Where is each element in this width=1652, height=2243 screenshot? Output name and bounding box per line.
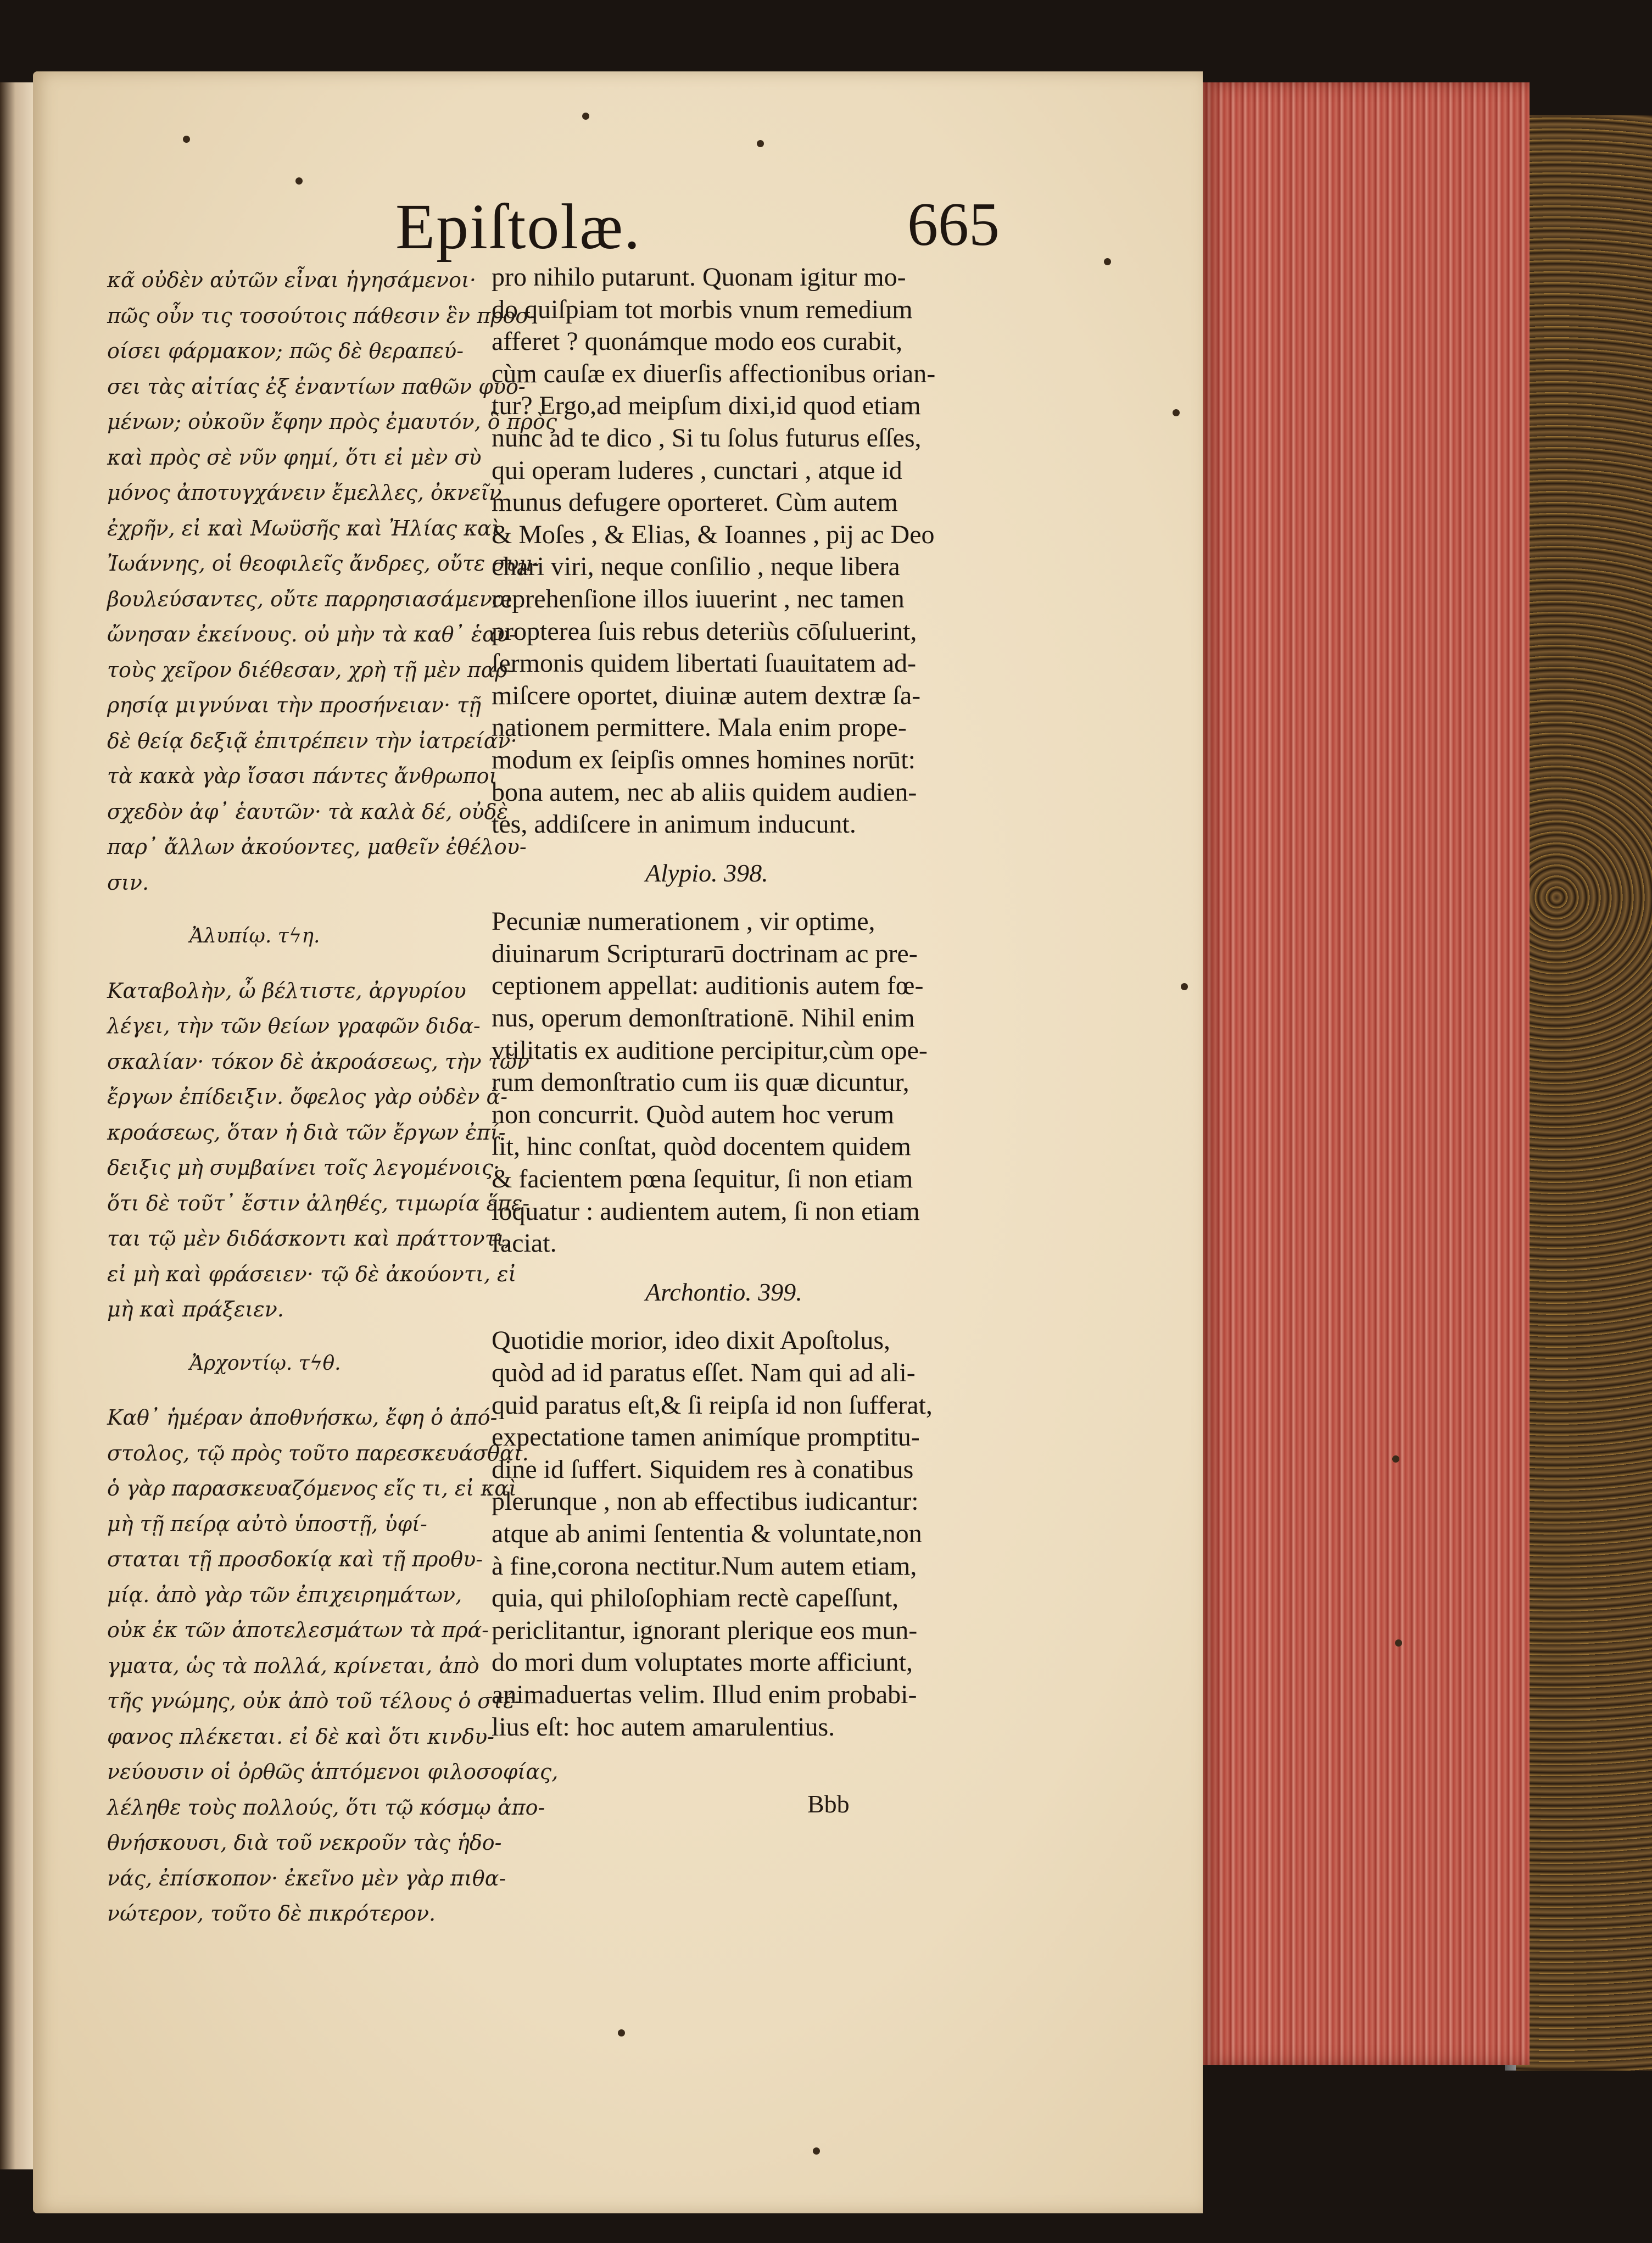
text-line: μένων; οὐκοῦν ἔφην πρὸς ἐμαυτόν, ὃ πρὸς: [107, 410, 557, 434]
text-line: ται τῷ μὲν διδάσκοντι καὶ πράττοντι,: [107, 1226, 511, 1251]
page-number: 665: [907, 191, 1000, 259]
text-line: Καθ᾽ ἡμέραν ἀποθνήσκω, ἔφη ὁ ἀπό-: [107, 1405, 498, 1430]
text-line: non concurrit. Quòd autem hoc verum: [492, 1100, 895, 1129]
text-line: καὶ πρὸς σὲ νῦν φημί, ὅτι εἰ μὲν σὺ: [107, 445, 482, 470]
text-line: ſermonis quidem libertati ſuauitatem ad-: [492, 649, 917, 678]
text-line: μόνος ἀποτυγχάνειν ἔμελλες, ὀκνεῖν: [107, 481, 502, 505]
text-line: bona autem, nec ab aliis quidem audien-: [492, 777, 917, 807]
text-line: do quiſpiam tot morbis vnum remedium: [492, 294, 913, 324]
text-line: quia, qui philoſophiam rectè capeſſunt,: [492, 1583, 899, 1613]
text-line: νώτερον, τοῦτο δὲ πικρότερον.: [107, 1901, 436, 1926]
text-line: loquatur : audientem autem, ſi non etiam: [492, 1196, 920, 1226]
text-line: στολος, τῷ πρὸς τοῦτο παρεσκευάσθαι.: [107, 1441, 529, 1465]
text-line: δειξις μὴ συμβαίνει τοῖς λεγομένοις·: [107, 1156, 500, 1180]
text-line: σκαλίαν· τόκον δὲ ἀκροάσεως, τὴν τῶν: [107, 1049, 529, 1074]
text-line: εἰ μὴ καὶ φράσειεν· τῷ δὲ ἀκούοντι, εἰ: [107, 1262, 517, 1286]
text-line: τοὺς χεῖρον διέθεσαν, χρὴ τῇ μὲν παρ-: [107, 657, 515, 682]
text-line: ὁ γὰρ παρασκευαζόμενος εἴς τι, εἰ καὶ: [107, 1476, 517, 1500]
worm-hole: [1392, 1455, 1399, 1463]
text-line: ὤνησαν ἐκείνους. οὐ μὴν τὰ καθ᾽ ἑαυ-: [107, 622, 516, 646]
text-line: οίσει φάρμακον; πῶς δὲ θεραπεύ-: [107, 339, 464, 363]
running-header: [395, 189, 1000, 272]
text-line: tes, addiſcere in animum inducunt.: [492, 810, 856, 839]
text-line: σχεδὸν ἀφ᾽ ἑαυτῶν· τὰ καλὰ δέ, οὐδὲ: [107, 799, 508, 824]
greek-letter-block: [107, 1400, 559, 1932]
text-line: μὴ τῇ πείρᾳ αὐτὸ ὑποστῇ, ὑφί-: [107, 1511, 427, 1536]
greek-letter-block: [107, 263, 557, 900]
marbled-cover-board: [1516, 115, 1652, 2071]
text-line: nunc ad te dico , Si tu ſolus futurus eſſes,: [492, 423, 922, 453]
text-line: σταται τῇ προσδοκίᾳ καὶ τῇ προθυ-: [107, 1547, 483, 1571]
text-line: ὅτι δὲ τοῦτ᾽ ἔστιν ἀληθές, τιμωρία ἕπε-: [107, 1191, 530, 1215]
text-line: qui operam luderes , cunctari , atque id: [492, 455, 902, 485]
worm-hole: [618, 2029, 625, 2036]
text-line: δὲ θείᾳ δεξιᾷ ἐπιτρέπειν τὴν ἰατρείαν·: [107, 728, 517, 753]
text-line: γματα, ὡς τὰ πολλά, κρίνεται, ἀπὸ: [107, 1653, 479, 1678]
worm-hole: [1104, 258, 1111, 265]
text-line: Καταβολὴν, ὦ βέλτιστε, ἀργυρίου: [107, 978, 466, 1003]
text-line: μὴ καὶ πράξειεν.: [107, 1297, 284, 1321]
latin-letter-heading: Archontio. 399.: [645, 1277, 802, 1306]
text-line: dine id ſuffert. Siquidem res à conatibus: [492, 1454, 914, 1484]
worm-hole: [295, 177, 303, 185]
text-line: miſcere oportet, diuinæ autem dextræ ſa-: [492, 680, 921, 710]
text-line: σιν.: [107, 870, 149, 895]
running-title: Epiſtolæ.: [395, 191, 641, 263]
worm-hole: [582, 113, 589, 120]
text-line: à fine,corona nectitur.Num autem etiam,: [492, 1551, 917, 1581]
text-line: ἐχρῆν, εἰ καὶ Μωϋσῆς καὶ Ἠλίας καὶ: [107, 516, 500, 540]
text-line: rum demonſtratio cum iis quæ dicuntur,: [492, 1068, 909, 1097]
text-line: κα̃ οὐδὲν αὐτῶν εἶναι ἡγησάμενοι·: [107, 268, 476, 292]
text-line: animaduertas velim. Illud enim probabi-: [492, 1680, 917, 1709]
text-line: ἔργων ἐπίδειξιν. ὄφελος γὰρ οὐδὲν ἀ-: [107, 1085, 508, 1109]
text-line: reprehenſione illos iuuerint , nec tamen: [492, 584, 905, 613]
text-line: munus defugere oporteret. Cùm autem: [492, 488, 898, 517]
text-line: τὰ κακὰ γὰρ ἴσασι πάντες ἄνθρωποι: [107, 764, 498, 788]
text-line: ceptionem appellat: auditionis autem fœ-: [492, 971, 924, 1001]
text-line: afferet ? quonámque modo eos curabit,: [492, 327, 903, 356]
text-line: μίᾳ. ἀπὸ γὰρ τῶν ἐπιχειρημάτων,: [107, 1582, 462, 1607]
text-line: lius eſt: hoc autem amarulentius.: [492, 1712, 835, 1742]
text-line: νάς, ἐπίσκοπον· ἐκεῖνο μὲν γὰρ πιθα-: [107, 1866, 506, 1890]
greek-letter-heading: Ἀλυπίῳ. τϟη.: [189, 925, 320, 947]
worm-hole: [1395, 1639, 1402, 1647]
red-fore-edge: [1200, 82, 1530, 2065]
text-line: propterea ſuis rebus deteriùs cōſuluerint,: [492, 616, 917, 646]
text-line: vtilitatis ex auditione percipitur,cùm ope-: [492, 1035, 928, 1065]
text-line: ſit, hinc conſtat, quòd docentem quidem: [492, 1132, 911, 1162]
text-line: Ἰωάννης, οἱ θεοφιλεῖς ἄνδρες, οὔτε συμ-: [107, 551, 539, 576]
text-line: periclitantur, ignorant plerique eos mun-: [492, 1615, 918, 1645]
text-line: plerunque , non ab effectibus iudicantur:: [492, 1487, 919, 1516]
worm-hole: [1181, 983, 1188, 990]
text-line: diuinarum Scripturarū doctrinam ac pre-: [492, 939, 918, 968]
worm-hole: [757, 140, 764, 147]
latin-letter-block: [492, 1325, 980, 1743]
text-line: ρησίᾳ μιγνύναι τὴν προσήνειαν· τῇ: [107, 693, 481, 717]
catchword: Bbb: [807, 1790, 850, 1818]
text-line: nationem permittere. Mala enim prope-: [492, 713, 907, 743]
greek-letter-heading: Ἀρχοντίῳ. τϟθ.: [189, 1352, 341, 1375]
text-line: atque ab animi ſententia & voluntate,non: [492, 1519, 922, 1548]
text-line: & Moſes , & Elias, & Ioannes , pij ac Deo: [492, 520, 935, 549]
text-line: expectatione tamen animíque promptitu-: [492, 1422, 920, 1452]
text-line: chari viri, neque conſilio , neque libera: [492, 552, 900, 582]
text-line: pro nihilo putarunt. Quonam igitur mo-: [492, 263, 906, 292]
latin-letter-block: [492, 906, 980, 1260]
text-line: σει τὰς αἰτίας ἐξ ἐναντίων παθῶν φυο-: [107, 374, 526, 399]
text-line: quòd ad id paratus eſſet. Nam qui ad ali-: [492, 1358, 916, 1387]
text-line: λέγει, τὴν τῶν θείων γραφῶν διδα-: [107, 1014, 481, 1038]
text-line: do mori dum voluptates morte afficiunt,: [492, 1648, 913, 1677]
worm-hole: [813, 2147, 820, 2155]
text-line: & facientem pœna ſequitur, ſi non etiam: [492, 1164, 913, 1194]
text-line: κροάσεως, ὅταν ἡ διὰ τῶν ἔργων ἐπί-: [107, 1120, 506, 1145]
text-line: λέληθε τοὺς πολλούς, ὅτι τῷ κόσμῳ ἀπο-: [107, 1795, 545, 1820]
text-line: παρ᾽ ἄλλων ἀκούοντες, μαθεῖν ἐθέλου-: [107, 835, 527, 859]
text-line: faciat.: [492, 1229, 557, 1258]
text-line: Pecuniæ numerationem , vir optime,: [492, 907, 875, 936]
text-line: τῆς γνώμης, οὐκ ἀπὸ τοῦ τέλους ὁ στέ-: [107, 1689, 522, 1713]
text-line: cùm cauſæ ex diuerſis affectionibus orian-: [492, 359, 936, 388]
text-line: Quotidie morior, ideo dixit Apoſtolus,: [492, 1326, 891, 1355]
text-line: nus, operum demonſtrationē. Nihil enim: [492, 1003, 915, 1033]
worm-hole: [183, 136, 190, 143]
text-line: νεύουσιν οἱ ὀρθῶς ἁπτόμενοι φιλοσοφίας,: [107, 1760, 559, 1784]
latin-letter-heading: Alypio. 398.: [645, 858, 768, 887]
text-line: φανος πλέκεται. εἰ δὲ καὶ ὅτι κινδυ-: [107, 1724, 495, 1749]
text-line: οὐκ ἐκ τῶν ἀποτελεσμάτων τὰ πρά-: [107, 1618, 489, 1642]
text-line: πῶς οὖν τις τοσούτοις πάθεσιν ἓν προσ-: [107, 303, 537, 328]
text-line: tur? Ergo,ad meipſum dixi,id quod etiam: [492, 391, 921, 421]
latin-column: [492, 261, 980, 1743]
text-line: θνήσκουσι, διὰ τοῦ νεκροῦν τὰς ἡδο-: [107, 1831, 502, 1855]
worm-hole: [1173, 409, 1180, 416]
latin-letter-block: [492, 261, 980, 841]
text-line: modum ex ſeipſis omnes homines norūt:: [492, 745, 916, 774]
text-line: quid paratus eſt,& ſi reipſa id non ſufferat,: [492, 1390, 933, 1420]
text-line: βουλεύσαντες, οὔτε παρρησιασάμενοι: [107, 587, 513, 611]
